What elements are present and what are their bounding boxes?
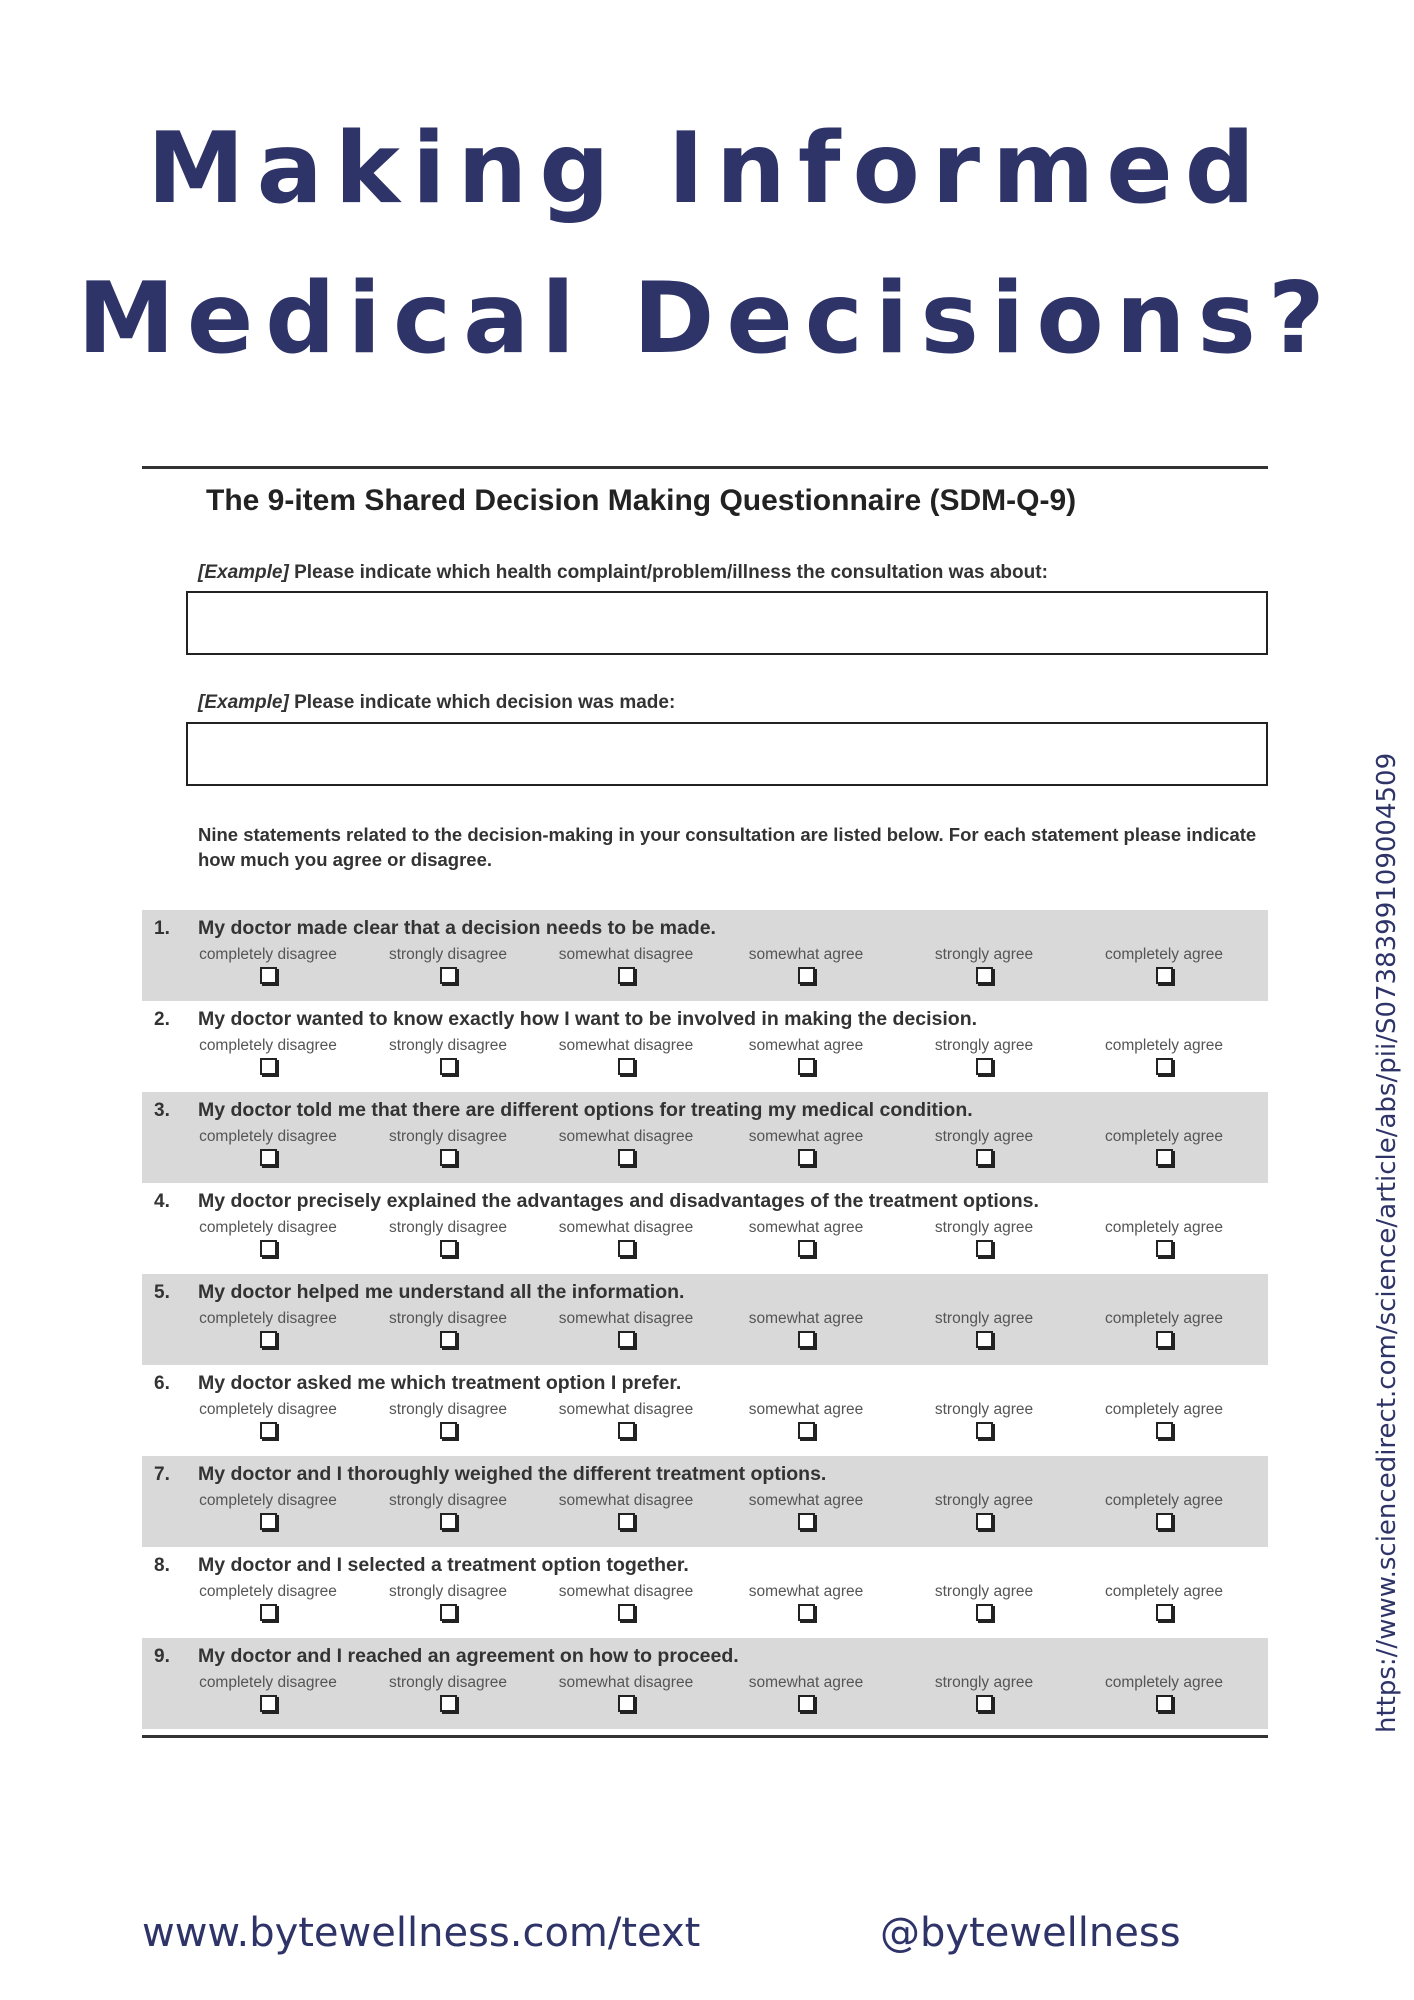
decision-input[interactable] bbox=[186, 722, 1268, 786]
rating-option-label: strongly agree bbox=[934, 1583, 1034, 1600]
rating-option bbox=[358, 1674, 538, 1716]
rating-option bbox=[1074, 1037, 1254, 1079]
rating-option-label: somewhat agree bbox=[748, 1674, 864, 1691]
rating-option bbox=[894, 1128, 1074, 1170]
sdm-questionnaire bbox=[142, 466, 1268, 1738]
statement-number: 1. bbox=[154, 918, 170, 939]
rating-option bbox=[536, 946, 716, 988]
footer-website: www.bytewellness.com/text bbox=[142, 1910, 701, 1956]
statement-number: 8. bbox=[154, 1555, 170, 1576]
rating-option bbox=[716, 1128, 896, 1170]
rating-option bbox=[178, 1128, 358, 1170]
rating-option-label: strongly agree bbox=[934, 1492, 1034, 1509]
complaint-question: Please indicate which health complaint/problem/illness the consultation was about: bbox=[294, 562, 1048, 583]
rating-checkbox[interactable] bbox=[440, 967, 457, 984]
form-title: The 9-item Shared Decision Making Questionnaire (SDM-Q-9) bbox=[206, 484, 1077, 517]
rating-option-label: strongly disagree bbox=[388, 1310, 508, 1327]
rating-option-label: completely disagree bbox=[199, 1037, 337, 1054]
rating-option-label: completely agree bbox=[1104, 1583, 1224, 1600]
rating-option bbox=[894, 1583, 1074, 1625]
rating-option bbox=[716, 1310, 896, 1352]
rating-option-label: completely disagree bbox=[199, 1128, 337, 1145]
rating-checkbox[interactable] bbox=[798, 1604, 815, 1621]
statement-row bbox=[142, 1183, 1268, 1274]
rating-option-label: somewhat agree bbox=[748, 1128, 864, 1145]
rating-checkbox[interactable] bbox=[440, 1513, 457, 1530]
statement-text: My doctor and I reached an agreement on how to proceed. bbox=[198, 1645, 739, 1667]
rating-option bbox=[1074, 1401, 1254, 1443]
rating-option bbox=[894, 946, 1074, 988]
instructions: Nine statements related to the decision-making in your consultation are listed below. For each statement please indicate how much you agree or disagree. bbox=[198, 824, 1257, 870]
rating-checkbox[interactable] bbox=[260, 1513, 277, 1530]
rating-checkbox[interactable] bbox=[260, 967, 277, 984]
rating-checkbox[interactable] bbox=[618, 1422, 635, 1439]
rating-checkbox[interactable] bbox=[976, 1149, 993, 1166]
rating-option-label: completely disagree bbox=[199, 946, 337, 963]
rating-checkbox[interactable] bbox=[1156, 1695, 1173, 1712]
rating-option-label: somewhat agree bbox=[748, 1219, 864, 1236]
rating-option-label: completely agree bbox=[1104, 1492, 1224, 1509]
rating-checkbox[interactable] bbox=[976, 1422, 993, 1439]
statement-row bbox=[142, 1092, 1268, 1183]
statement-row bbox=[142, 1001, 1268, 1092]
rating-checkbox[interactable] bbox=[618, 1058, 635, 1075]
rating-checkbox[interactable] bbox=[440, 1058, 457, 1075]
rating-option-label: strongly agree bbox=[934, 1401, 1034, 1418]
rating-checkbox[interactable] bbox=[260, 1331, 277, 1348]
statement-text: My doctor and I thoroughly weighed the different treatment options. bbox=[198, 1463, 827, 1485]
rating-option bbox=[358, 946, 538, 988]
rating-checkbox[interactable] bbox=[618, 967, 635, 984]
example-tag: [Example] bbox=[198, 562, 289, 583]
rating-checkbox[interactable] bbox=[440, 1422, 457, 1439]
rating-checkbox[interactable] bbox=[1156, 1422, 1173, 1439]
footer-handle: @bytewellness bbox=[880, 1910, 1181, 1956]
statement-text: My doctor helped me understand all the information. bbox=[198, 1281, 685, 1303]
rating-checkbox[interactable] bbox=[798, 1240, 815, 1257]
rating-option bbox=[178, 1401, 358, 1443]
rating-option-label: strongly agree bbox=[934, 1128, 1034, 1145]
rating-option bbox=[716, 1674, 896, 1716]
rating-option-label: somewhat disagree bbox=[558, 1583, 694, 1600]
page-title-line-1: Making Informed bbox=[147, 112, 1267, 226]
rating-checkbox[interactable] bbox=[260, 1058, 277, 1075]
rating-option-label: somewhat agree bbox=[748, 1492, 864, 1509]
rating-option-label: strongly disagree bbox=[388, 1037, 508, 1054]
rating-option-label: somewhat agree bbox=[748, 1583, 864, 1600]
rating-checkbox[interactable] bbox=[440, 1695, 457, 1712]
rating-checkbox[interactable] bbox=[976, 1058, 993, 1075]
rating-option-label: somewhat disagree bbox=[558, 1128, 694, 1145]
rating-option bbox=[1074, 1310, 1254, 1352]
rating-option-label: completely disagree bbox=[199, 1674, 337, 1691]
rating-checkbox[interactable] bbox=[976, 1604, 993, 1621]
complaint-input[interactable] bbox=[186, 591, 1268, 655]
statement-list bbox=[142, 910, 1268, 1729]
rating-option bbox=[358, 1219, 538, 1261]
rating-checkbox[interactable] bbox=[618, 1513, 635, 1530]
rating-checkbox[interactable] bbox=[618, 1695, 635, 1712]
rating-option-label: strongly disagree bbox=[388, 946, 508, 963]
rating-option bbox=[1074, 1219, 1254, 1261]
rating-option-label: completely agree bbox=[1104, 1128, 1224, 1145]
rating-option bbox=[894, 1219, 1074, 1261]
rating-option bbox=[178, 1037, 358, 1079]
rating-option bbox=[536, 1128, 716, 1170]
rating-option-label: strongly agree bbox=[934, 1219, 1034, 1236]
rating-checkbox[interactable] bbox=[260, 1695, 277, 1712]
rating-option bbox=[1074, 1674, 1254, 1716]
rating-checkbox[interactable] bbox=[798, 1513, 815, 1530]
statement-number: 4. bbox=[154, 1191, 170, 1212]
rating-option-label: completely agree bbox=[1104, 1674, 1224, 1691]
rating-option bbox=[178, 1310, 358, 1352]
rating-option bbox=[536, 1492, 716, 1534]
rating-option bbox=[1074, 946, 1254, 988]
rating-option-label: completely agree bbox=[1104, 946, 1224, 963]
rating-checkbox[interactable] bbox=[798, 1422, 815, 1439]
rating-option bbox=[358, 1401, 538, 1443]
statement-number: 7. bbox=[154, 1464, 170, 1485]
rating-checkbox[interactable] bbox=[1156, 1513, 1173, 1530]
rating-option-label: somewhat agree bbox=[748, 946, 864, 963]
rating-option bbox=[536, 1674, 716, 1716]
rating-option bbox=[1074, 1128, 1254, 1170]
rating-option bbox=[536, 1219, 716, 1261]
rating-checkbox[interactable] bbox=[798, 1331, 815, 1348]
rating-option-label: somewhat disagree bbox=[558, 1674, 694, 1691]
rating-option-label: somewhat agree bbox=[748, 1310, 864, 1327]
rating-checkbox[interactable] bbox=[618, 1331, 635, 1348]
statement-number: 3. bbox=[154, 1100, 170, 1121]
rating-checkbox[interactable] bbox=[1156, 1240, 1173, 1257]
rating-option bbox=[536, 1401, 716, 1443]
rating-option-label: completely agree bbox=[1104, 1219, 1224, 1236]
rating-checkbox[interactable] bbox=[798, 1058, 815, 1075]
statement-number: 9. bbox=[154, 1646, 170, 1667]
form-bottom-rule bbox=[142, 1735, 1268, 1738]
statement-row bbox=[142, 1456, 1268, 1547]
rating-checkbox[interactable] bbox=[976, 967, 993, 984]
complaint-prompt bbox=[198, 562, 1048, 584]
rating-option bbox=[716, 1492, 896, 1534]
rating-option-label: completely disagree bbox=[199, 1583, 337, 1600]
rating-checkbox[interactable] bbox=[976, 1240, 993, 1257]
rating-option bbox=[716, 1219, 896, 1261]
rating-option-label: strongly disagree bbox=[388, 1674, 508, 1691]
statement-text: My doctor and I selected a treatment option together. bbox=[198, 1554, 689, 1576]
statement-number: 6. bbox=[154, 1373, 170, 1394]
rating-option-label: completely disagree bbox=[199, 1401, 337, 1418]
rating-option-label: completely agree bbox=[1104, 1037, 1224, 1054]
statement-number: 5. bbox=[154, 1282, 170, 1303]
rating-option-label: somewhat disagree bbox=[558, 1219, 694, 1236]
statement-text: My doctor asked me which treatment option I prefer. bbox=[198, 1372, 682, 1394]
rating-option-label: strongly disagree bbox=[388, 1401, 508, 1418]
rating-option-label: strongly disagree bbox=[388, 1492, 508, 1509]
rating-checkbox[interactable] bbox=[1156, 967, 1173, 984]
rating-option bbox=[1074, 1492, 1254, 1534]
rating-checkbox[interactable] bbox=[618, 1149, 635, 1166]
rating-option-label: completely disagree bbox=[199, 1492, 337, 1509]
rating-checkbox[interactable] bbox=[260, 1149, 277, 1166]
source-url: https://www.sciencedirect.com/science/article/abs/pii/S0738399109004509 bbox=[1372, 752, 1402, 1733]
rating-option bbox=[716, 1583, 896, 1625]
statement-text: My doctor precisely explained the advantages and disadvantages of the treatment options. bbox=[198, 1190, 1039, 1212]
rating-option bbox=[358, 1128, 538, 1170]
rating-option-label: somewhat agree bbox=[748, 1401, 864, 1418]
decision-prompt bbox=[198, 692, 675, 714]
rating-option bbox=[894, 1037, 1074, 1079]
rating-option bbox=[1074, 1583, 1254, 1625]
rating-checkbox[interactable] bbox=[1156, 1058, 1173, 1075]
rating-option bbox=[178, 1583, 358, 1625]
rating-checkbox[interactable] bbox=[440, 1240, 457, 1257]
rating-option-label: completely agree bbox=[1104, 1310, 1224, 1327]
statement-text: My doctor made clear that a decision needs to be made. bbox=[198, 917, 716, 939]
rating-option-label: strongly agree bbox=[934, 946, 1034, 963]
rating-option-label: somewhat disagree bbox=[558, 1401, 694, 1418]
rating-checkbox[interactable] bbox=[976, 1513, 993, 1530]
rating-option bbox=[716, 1037, 896, 1079]
rating-option bbox=[536, 1583, 716, 1625]
page-title-line-2: Medical Decisions? bbox=[77, 262, 1337, 376]
rating-option bbox=[894, 1310, 1074, 1352]
rating-checkbox[interactable] bbox=[976, 1695, 993, 1712]
rating-option bbox=[894, 1492, 1074, 1534]
example-tag: [Example] bbox=[198, 692, 289, 713]
rating-option bbox=[358, 1037, 538, 1079]
rating-checkbox[interactable] bbox=[1156, 1604, 1173, 1621]
rating-option-label: strongly disagree bbox=[388, 1219, 508, 1236]
rating-option-label: somewhat disagree bbox=[558, 946, 694, 963]
rating-option-label: completely agree bbox=[1104, 1401, 1224, 1418]
rating-option bbox=[536, 1037, 716, 1079]
rating-checkbox[interactable] bbox=[260, 1604, 277, 1621]
rating-checkbox[interactable] bbox=[798, 1695, 815, 1712]
rating-option-label: strongly agree bbox=[934, 1674, 1034, 1691]
rating-checkbox[interactable] bbox=[1156, 1331, 1173, 1348]
rating-option bbox=[716, 946, 896, 988]
rating-option bbox=[894, 1401, 1074, 1443]
rating-checkbox[interactable] bbox=[440, 1604, 457, 1621]
rating-option bbox=[358, 1583, 538, 1625]
statement-row bbox=[142, 1274, 1268, 1365]
rating-option bbox=[358, 1310, 538, 1352]
rating-option-label: somewhat disagree bbox=[558, 1492, 694, 1509]
rating-option bbox=[536, 1310, 716, 1352]
decision-question: Please indicate which decision was made: bbox=[294, 692, 676, 713]
statement-number: 2. bbox=[154, 1009, 170, 1030]
rating-option-label: completely disagree bbox=[199, 1310, 337, 1327]
rating-checkbox[interactable] bbox=[440, 1331, 457, 1348]
rating-option bbox=[178, 1674, 358, 1716]
rating-option bbox=[358, 1492, 538, 1534]
statement-text: My doctor told me that there are different options for treating my medical condition. bbox=[198, 1099, 973, 1121]
rating-option-label: strongly agree bbox=[934, 1037, 1034, 1054]
rating-checkbox[interactable] bbox=[260, 1240, 277, 1257]
rating-option bbox=[716, 1401, 896, 1443]
rating-option bbox=[894, 1674, 1074, 1716]
statement-row bbox=[142, 1547, 1268, 1638]
rating-option bbox=[178, 946, 358, 988]
rating-checkbox[interactable] bbox=[1156, 1149, 1173, 1166]
rating-option-label: somewhat disagree bbox=[558, 1310, 694, 1327]
statement-row bbox=[142, 910, 1268, 1001]
rating-option-label: strongly disagree bbox=[388, 1128, 508, 1145]
rating-checkbox[interactable] bbox=[618, 1240, 635, 1257]
rating-checkbox[interactable] bbox=[976, 1331, 993, 1348]
rating-option-label: completely disagree bbox=[199, 1219, 337, 1236]
statement-row bbox=[142, 1365, 1268, 1456]
rating-option bbox=[178, 1219, 358, 1261]
rating-option-label: strongly disagree bbox=[388, 1583, 508, 1600]
rating-checkbox[interactable] bbox=[618, 1604, 635, 1621]
rating-option-label: somewhat agree bbox=[748, 1037, 864, 1054]
rating-checkbox[interactable] bbox=[440, 1149, 457, 1166]
rating-checkbox[interactable] bbox=[798, 967, 815, 984]
form-top-rule bbox=[142, 466, 1268, 469]
rating-option-label: strongly agree bbox=[934, 1310, 1034, 1327]
statement-row bbox=[142, 1638, 1268, 1729]
rating-option-label: somewhat disagree bbox=[558, 1037, 694, 1054]
rating-checkbox[interactable] bbox=[260, 1422, 277, 1439]
rating-option bbox=[178, 1492, 358, 1534]
rating-checkbox[interactable] bbox=[798, 1149, 815, 1166]
statement-text: My doctor wanted to know exactly how I want to be involved in making the decision. bbox=[198, 1008, 978, 1030]
